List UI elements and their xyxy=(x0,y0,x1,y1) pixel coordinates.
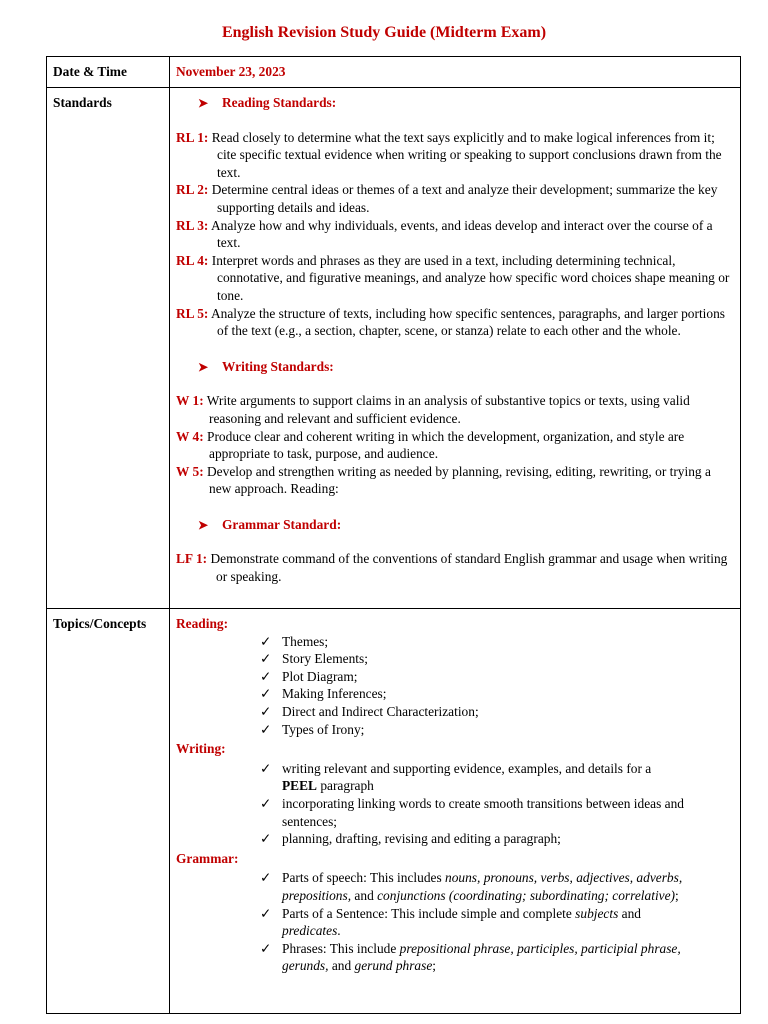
standard-item: W 1: Write arguments to support claims in an analysis of substantive topics or texts, using valid reasoning and relevant and sufficient evidence. xyxy=(176,393,690,426)
list-item: ✓ Parts of a Sentence: This include simple and complete subjects and predicates. xyxy=(260,905,641,939)
date-value: November 23, 2023 xyxy=(176,64,286,79)
standard-item: RL 3: Analyze how and why individuals, events, and ideas develop and interact over the course of a text. xyxy=(176,217,713,251)
list-item: ✓ incorporating linking words to create smooth transitions between ideas and sentences; xyxy=(260,795,684,829)
topics-row xyxy=(47,609,741,1014)
reading-topic-label: Reading: xyxy=(176,616,229,631)
check-icon: ✓ xyxy=(260,940,272,956)
arrow-icon: ➤ xyxy=(198,96,209,110)
grammar-topic-label: Grammar: xyxy=(176,850,239,866)
study-guide-table xyxy=(46,56,741,1014)
check-icon: ✓ xyxy=(260,651,272,667)
check-icon: ✓ xyxy=(260,668,272,684)
date-label: Date & Time xyxy=(53,64,127,79)
reading-standards-heading: ➤ Reading Standards: xyxy=(198,94,734,113)
check-icon: ✓ xyxy=(260,721,272,737)
arrow-icon: ➤ xyxy=(198,517,209,532)
check-icon: ✓ xyxy=(260,633,272,649)
standards-row xyxy=(47,88,741,609)
standard-item: RL 5: Analyze the structure of texts, including how specific sentences, paragraphs, and larger portions of the text (e.g., a section, chapter, scene, or stanza) relate to each other and the whole. xyxy=(176,305,725,339)
standard-item: RL 2: Determine central ideas or themes of a text and analyze their development; summarize the key supporting details and ideas. xyxy=(176,182,718,215)
standard-item: RL 1: Read closely to determine what the text says explicitly and to make logical inferences from it; cite specific textual evidence when writing or speaking to support conclusions drawn from the text. xyxy=(176,129,722,180)
arrow-icon: ➤ xyxy=(198,359,209,374)
standard-item: W 4: Produce clear and coherent writing in which the development, organization, and style are appropriate to task, purpose, and audience. xyxy=(176,428,685,462)
reading-topics-list xyxy=(176,633,734,739)
writing-topic-label: Writing: xyxy=(176,741,226,757)
list-item: ✓ Themes; xyxy=(260,633,329,649)
writing-topics-list xyxy=(176,760,734,848)
list-item: ✓ Direct and Indirect Characterization; xyxy=(260,703,479,719)
grammar-topics-list xyxy=(176,869,734,975)
check-icon: ✓ xyxy=(260,686,272,702)
list-item: ✓ Types of Irony; xyxy=(260,721,365,737)
list-item: ✓ writing relevant and supporting evidence, examples, and details for a PEEL paragraph xyxy=(260,760,652,794)
document-title: English Revision Study Guide (Midterm Exam) xyxy=(221,24,547,41)
date-row xyxy=(47,57,741,88)
list-item: ✓ Phrases: This include prepositional phrase, participles, participial phrase, gerunds, and gerund phrase; xyxy=(260,940,681,974)
list-item: ✓ Making Inferences; xyxy=(260,686,387,702)
list-item: ✓ Parts of speech: This includes nouns, pronouns, verbs, adjectives, adverbs, prepositions, and conjunctions (coordinating; subordinating; correlative); xyxy=(260,870,683,903)
standards-label: Standards xyxy=(53,95,112,110)
check-icon: ✓ xyxy=(260,795,272,811)
list-item: ✓ planning, drafting, revising and editing a paragraph; xyxy=(260,831,561,847)
check-icon: ✓ xyxy=(260,870,272,886)
list-item: ✓ Story Elements; xyxy=(260,651,368,667)
standard-item: RL 4: Interpret words and phrases as they are used in a text, including determining technical, connotative, and figurative meanings, and analyze how specific word choices shape meaning or tone. xyxy=(176,252,730,303)
list-item: ✓ Plot Diagram; xyxy=(260,668,358,684)
check-icon: ✓ xyxy=(260,703,272,719)
check-icon: ✓ xyxy=(260,905,272,921)
check-icon: ✓ xyxy=(260,831,272,847)
topics-label: Topics/Concepts xyxy=(53,616,147,631)
standard-item: LF 1: Demonstrate command of the conventions of standard English grammar and usage when writing or speaking. xyxy=(176,551,728,585)
writing-standards-heading: ➤ Writing Standards: xyxy=(198,358,734,377)
standard-item: W 5: Develop and strengthen writing as needed by planning, revising, editing, rewriting, or trying a new approach. Reading: xyxy=(176,463,711,497)
check-icon: ✓ xyxy=(260,760,272,776)
grammar-standard-heading: ➤ Grammar Standard: xyxy=(198,516,734,535)
